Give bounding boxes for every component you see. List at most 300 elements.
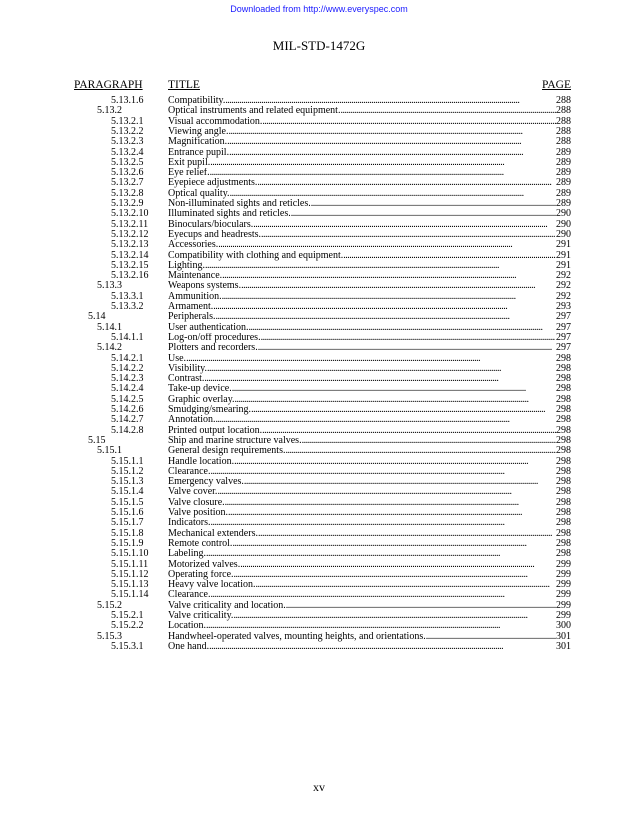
toc-entry (168, 343, 571, 353)
paragraph-number: 5.13.2.13 (111, 239, 149, 251)
dot-leader (229, 148, 556, 158)
paragraph-number: 5.15.2.2 (111, 620, 144, 632)
page-reference: 292 (556, 291, 571, 302)
dot-leader (211, 518, 557, 528)
dot-leader (232, 384, 556, 394)
paragraph-number: 5.13.2.11 (111, 218, 149, 230)
section-title: Visibility. (168, 363, 208, 374)
toc-row[interactable] (0, 395, 638, 405)
dot-leader (222, 292, 556, 302)
page-reference: 298 (556, 477, 571, 488)
section-title: Contrast. (168, 374, 205, 385)
dot-leader (261, 333, 556, 343)
page-reference: 288 (556, 126, 571, 137)
section-title: Emergency valves. (168, 477, 244, 488)
dot-leader (206, 621, 556, 631)
paragraph-number: 5.15.1.12 (111, 568, 149, 580)
toc-row[interactable] (0, 117, 638, 127)
page-reference: 298 (556, 415, 571, 426)
toc-row[interactable] (0, 529, 638, 539)
paragraph-number: 5.13.2 (97, 105, 122, 117)
toc-row[interactable] (0, 189, 638, 199)
toc-entry (168, 570, 571, 580)
dot-leader (286, 601, 556, 611)
toc-entry (168, 560, 571, 570)
paragraph-number: 5.13.2.16 (111, 270, 149, 282)
dot-leader (235, 395, 556, 405)
toc-entry (168, 405, 571, 415)
toc-entry (168, 189, 571, 199)
dot-leader (233, 611, 556, 621)
section-title: Take-up device. (168, 384, 232, 395)
page-reference: 298 (556, 456, 571, 467)
toc-row[interactable] (0, 384, 638, 394)
paragraph-number: 5.13.1.6 (111, 95, 144, 106)
paragraph-number: 5.13.2.4 (111, 146, 144, 158)
toc-entry (168, 281, 571, 291)
section-title: Clearance. (168, 466, 211, 477)
toc-entry (168, 354, 571, 364)
paragraph-number: 5.15.1 (97, 445, 122, 457)
dot-leader (218, 240, 556, 250)
page-column-header: PAGE (542, 79, 571, 91)
dot-leader (213, 302, 556, 312)
section-title: Magnification. (168, 137, 228, 148)
paragraph-number: 5.13.3 (97, 280, 122, 292)
section-title: Entrance pupil. (168, 147, 230, 158)
paragraph-number: 5.15.1.3 (111, 476, 144, 488)
toc-entry (168, 374, 571, 384)
paragraph-number: 5.14.2.5 (111, 393, 144, 405)
toc-row[interactable] (0, 549, 638, 559)
toc-entry (168, 549, 571, 559)
dot-leader (261, 230, 556, 240)
dot-leader (209, 642, 556, 652)
page-reference: 288 (556, 137, 571, 148)
paragraph-number: 5.14.2.8 (111, 424, 144, 436)
paragraph-number: 5.14.2.4 (111, 383, 144, 395)
toc-row[interactable] (0, 405, 638, 415)
toc-row[interactable] (0, 590, 638, 600)
toc-entry (168, 384, 571, 394)
toc-row[interactable] (0, 518, 638, 528)
toc-entry (168, 251, 571, 261)
page-reference: 289 (556, 168, 571, 179)
section-title: Accessories. (168, 240, 219, 251)
page-reference: 298 (556, 425, 571, 436)
toc-row[interactable] (0, 271, 638, 281)
section-title: Printed output location. (168, 425, 263, 436)
dot-leader (230, 189, 556, 199)
toc-row[interactable] (0, 570, 638, 580)
section-title: Valve criticality. (168, 611, 234, 621)
section-title: Optical quality. (168, 188, 230, 199)
section-title: Compatibility with clothing and equipment. (168, 250, 344, 261)
toc-row[interactable] (0, 96, 638, 106)
section-title: Viewing angle. (168, 126, 229, 137)
document-id: MIL-STD-1472G (272, 38, 366, 53)
toc-row[interactable] (0, 199, 638, 209)
page-reference: 290 (556, 209, 571, 220)
dot-leader (186, 354, 556, 364)
title-column-header: TITLE (168, 79, 200, 91)
toc-entry (168, 590, 571, 600)
paragraph-number: 5.15.1.9 (111, 537, 144, 549)
paragraph-number: 5.15.1.7 (111, 517, 144, 529)
dot-leader (228, 508, 556, 518)
toc-row[interactable] (0, 178, 638, 188)
toc-entry (168, 302, 571, 312)
page-reference: 298 (556, 363, 571, 374)
paragraph-number: 5.15.3 (97, 630, 122, 642)
section-title: Ammunition. (168, 291, 222, 302)
toc-entry (168, 117, 571, 127)
section-title: Valve cover. (168, 487, 218, 498)
paragraph-number: 5.14.1.1 (111, 331, 144, 343)
page-reference: 298 (556, 353, 571, 364)
toc-entry (168, 601, 571, 611)
section-title: Handwheel-operated valves, mounting heights, and orientations. (168, 631, 426, 642)
paragraph-number: 5.13.3.2 (111, 301, 144, 312)
paragraph-number: 5.15.1.6 (111, 507, 144, 518)
toc-entry (168, 467, 571, 477)
toc-row[interactable] (0, 127, 638, 137)
page-reference: 298 (556, 538, 571, 549)
dot-leader (249, 323, 556, 333)
page-reference: 290 (556, 229, 571, 240)
toc-entry (168, 498, 571, 508)
page-reference: 288 (556, 106, 571, 117)
paragraph-number: 5.15.1.2 (111, 465, 144, 477)
toc-row[interactable] (0, 106, 638, 116)
page-reference: 300 (556, 621, 571, 632)
section-title: Motorized valves. (168, 559, 241, 570)
dot-leader (258, 529, 556, 539)
dot-leader (262, 426, 556, 436)
toc-entry (168, 518, 571, 528)
dot-leader (210, 467, 556, 477)
section-title: Eyecups and headrests. (168, 229, 262, 240)
page-reference: 291 (556, 240, 571, 251)
page-reference: 288 (556, 96, 571, 106)
page-reference: 289 (556, 178, 571, 189)
page-reference: 299 (556, 611, 571, 621)
toc-entry (168, 436, 571, 446)
toc-entry (168, 333, 571, 343)
page-reference: 298 (556, 528, 571, 539)
toc-row[interactable] (0, 261, 638, 271)
dot-leader (229, 127, 557, 137)
page-reference: 299 (556, 590, 571, 601)
dot-leader (216, 312, 557, 322)
toc-row[interactable] (0, 333, 638, 343)
dot-leader (206, 549, 556, 559)
toc-row[interactable] (0, 621, 638, 631)
toc-entry (168, 96, 571, 106)
page-reference: 290 (556, 219, 571, 230)
paragraph-number: 5.15.2.1 (111, 610, 144, 621)
toc-row[interactable] (0, 611, 638, 621)
section-title: One hand. (168, 641, 210, 652)
section-title: Eyepiece adjustments. (168, 178, 258, 189)
toc-entry (168, 426, 571, 436)
page-reference: 291 (556, 260, 571, 271)
toc-row[interactable] (0, 354, 638, 364)
toc-entry (168, 487, 571, 497)
toc-row[interactable] (0, 457, 638, 467)
dot-leader (216, 415, 557, 425)
page-number: xv (313, 780, 325, 794)
paragraph-number: 5.13.2.2 (111, 125, 144, 137)
page-reference: 301 (556, 641, 571, 652)
dot-leader (311, 199, 556, 209)
toc-row[interactable] (0, 446, 638, 456)
toc-row[interactable] (0, 343, 638, 353)
paragraph-number: 5.15.2 (97, 599, 122, 611)
toc-entry (168, 632, 571, 642)
page-reference: 298 (556, 487, 571, 498)
toc-row[interactable] (0, 498, 638, 508)
section-title: Log-on/off procedures. (168, 332, 261, 343)
toc-entry (168, 158, 571, 168)
paragraph-number: 5.15.1.5 (111, 496, 144, 508)
toc-row[interactable] (0, 148, 638, 158)
toc-entry (168, 230, 571, 240)
dot-leader (241, 281, 556, 291)
toc-row[interactable] (0, 539, 638, 549)
dot-leader (285, 446, 556, 456)
section-title: Location. (168, 621, 207, 632)
toc-row[interactable] (0, 364, 638, 374)
paragraph-number: 5.15.1.11 (111, 558, 149, 570)
paragraph-number: 5.15.3.1 (111, 640, 144, 652)
toc-row[interactable] (0, 487, 638, 497)
page-reference: 292 (556, 271, 571, 282)
section-title: Non-illuminated sights and reticles. (168, 199, 311, 209)
section-title: Compatibility. (168, 96, 226, 106)
toc-entry (168, 446, 571, 456)
toc-row[interactable] (0, 312, 638, 322)
toc-entry (168, 508, 571, 518)
section-title: Lighting. (168, 260, 205, 271)
page-reference: 289 (556, 147, 571, 158)
section-title: Illuminated sights and reticles. (168, 209, 291, 220)
dot-leader (232, 539, 556, 549)
page-reference: 298 (556, 394, 571, 405)
toc-entry (168, 477, 571, 487)
page-reference: 297 (556, 322, 571, 333)
dot-leader (302, 436, 556, 446)
toc-entry (168, 199, 571, 209)
page-reference: 289 (556, 157, 571, 168)
paragraph-number: 5.15.1.1 (111, 455, 144, 467)
toc-entry (168, 261, 571, 271)
dot-leader (240, 560, 556, 570)
paragraph-number: 5.14.2.3 (111, 373, 144, 385)
section-title: General design requirements. (168, 446, 286, 457)
toc-row[interactable] (0, 137, 638, 147)
toc-row[interactable] (0, 632, 638, 642)
page-reference: 298 (556, 384, 571, 395)
page-reference: 298 (556, 374, 571, 385)
toc-row[interactable] (0, 168, 638, 178)
dot-leader (225, 96, 556, 106)
section-title: Smudging/smearing. (168, 405, 252, 415)
page-reference: 297 (556, 332, 571, 343)
paragraph-number: 5.13.2.14 (111, 249, 149, 261)
section-title: Eye relief. (168, 168, 210, 179)
section-title: Optical instruments and related equipment. (168, 106, 341, 117)
toc-row[interactable] (0, 560, 638, 570)
dot-leader (205, 261, 556, 271)
dot-leader (227, 137, 556, 147)
dot-leader (251, 405, 556, 415)
section-title: Valve criticality and location. (168, 600, 286, 611)
dot-leader (234, 570, 556, 580)
toc-row[interactable] (0, 601, 638, 611)
toc-entry (168, 209, 571, 219)
page-reference: 297 (556, 312, 571, 323)
page-reference: 299 (556, 580, 571, 591)
toc-row[interactable] (0, 251, 638, 261)
section-title: Heavy valve location. (168, 580, 256, 591)
page-reference: 299 (556, 569, 571, 580)
section-title: Visual accommodation. (168, 116, 263, 127)
dot-leader (222, 271, 556, 281)
toc-entry (168, 240, 571, 250)
page-reference: 298 (556, 466, 571, 477)
paragraph-number: 5.13.2.7 (111, 177, 144, 189)
dot-leader (291, 209, 556, 219)
section-title: User authentication. (168, 322, 249, 333)
dot-leader (258, 343, 556, 353)
dot-leader (210, 158, 556, 168)
toc-entry (168, 539, 571, 549)
toc-row[interactable] (0, 467, 638, 477)
toc-entry (168, 220, 571, 230)
dot-leader (204, 374, 556, 384)
paragraph-number: 5.13.2.15 (111, 259, 149, 271)
page-reference: 299 (556, 600, 571, 611)
toc-row[interactable] (0, 230, 638, 240)
toc-row[interactable] (0, 292, 638, 302)
paragraph-number: 5.13.2.1 (111, 115, 144, 127)
toc-row[interactable] (0, 415, 638, 425)
section-title: Mechanical extenders. (168, 528, 258, 539)
page-reference: 298 (556, 549, 571, 560)
paragraph-number: 5.13.2.12 (111, 228, 149, 240)
paragraph-number: 5.15.1.4 (111, 486, 144, 498)
toc-entry (168, 312, 571, 322)
page-reference: 298 (556, 435, 571, 446)
page-reference: 291 (556, 250, 571, 261)
toc-row[interactable] (0, 477, 638, 487)
toc-entry (168, 395, 571, 405)
toc-entry (168, 148, 571, 158)
section-title: Use. (168, 353, 187, 364)
toc-entry (168, 580, 571, 590)
paragraph-column-header: PARAGRAPH (74, 79, 143, 91)
toc-entry (168, 457, 571, 467)
page-reference: 289 (556, 188, 571, 199)
toc-row[interactable] (0, 281, 638, 291)
paragraph-number: 5.15.1.10 (111, 548, 149, 560)
page-reference: 288 (556, 116, 571, 127)
page-reference: 289 (556, 199, 571, 209)
section-title: Clearance. (168, 590, 211, 601)
section-title: Valve closure. (168, 497, 225, 508)
toc-row[interactable] (0, 240, 638, 250)
toc-row[interactable] (0, 508, 638, 518)
section-title: Exit pupil. (168, 157, 211, 168)
section-title: Handle location. (168, 456, 235, 467)
section-title: Indicators. (168, 518, 211, 529)
paragraph-number: 5.14.2.6 (111, 404, 144, 415)
toc-entry (168, 137, 571, 147)
paragraph-number: 5.15.1.13 (111, 579, 149, 591)
section-title: Peripherals. (168, 312, 216, 323)
paragraph-number: 5.13.3.1 (111, 290, 144, 302)
page-reference: 299 (556, 559, 571, 570)
section-title: Armament. (168, 302, 214, 312)
paragraph-number: 5.14.1 (97, 321, 122, 333)
toc-entry (168, 621, 571, 631)
paragraph-number: 5.14 (88, 311, 106, 323)
paragraph-number: 5.13.2.8 (111, 187, 144, 199)
paragraph-number: 5.13.2.9 (111, 198, 144, 209)
section-title: Weapons systems. (168, 281, 242, 292)
section-title: Labeling. (168, 549, 207, 560)
page-reference: 298 (556, 508, 571, 518)
toc-row[interactable] (0, 323, 638, 333)
dot-leader (426, 632, 556, 642)
paragraph-number: 5.14.2.7 (111, 414, 144, 426)
toc-entry (168, 127, 571, 137)
section-title: Maintenance. (168, 271, 223, 282)
page-reference: 298 (556, 497, 571, 508)
toc-row[interactable] (0, 436, 638, 446)
toc-row[interactable] (0, 374, 638, 384)
paragraph-number: 5.14.2.1 (111, 352, 144, 364)
page-reference: 301 (556, 631, 571, 642)
page-reference: 297 (556, 343, 571, 354)
toc-entry (168, 292, 571, 302)
toc-entry (168, 271, 571, 281)
paragraph-number: 5.15.1.14 (111, 589, 149, 601)
paragraph-number: 5.15 (88, 434, 106, 446)
toc-row[interactable] (0, 209, 638, 219)
dot-leader (255, 580, 556, 590)
paragraph-number: 5.14.2.2 (111, 362, 144, 374)
toc-entry (168, 323, 571, 333)
dot-leader (210, 168, 556, 178)
dot-leader (234, 457, 556, 467)
toc-entry (168, 364, 571, 374)
paragraph-number: 5.13.2.6 (111, 167, 144, 179)
toc-row[interactable] (0, 158, 638, 168)
paragraph-number: 5.13.2.5 (111, 156, 144, 168)
toc-row[interactable] (0, 220, 638, 230)
toc-entry (168, 529, 571, 539)
toc-entry (168, 168, 571, 178)
dot-leader (343, 251, 556, 261)
page-reference: 298 (556, 405, 571, 415)
toc-row[interactable] (0, 642, 638, 652)
source-banner[interactable]: Downloaded from http://www.everyspec.com (230, 4, 408, 14)
dot-leader (244, 477, 556, 487)
section-title: Ship and marine structure valves. (168, 435, 302, 446)
toc-row[interactable] (0, 580, 638, 590)
